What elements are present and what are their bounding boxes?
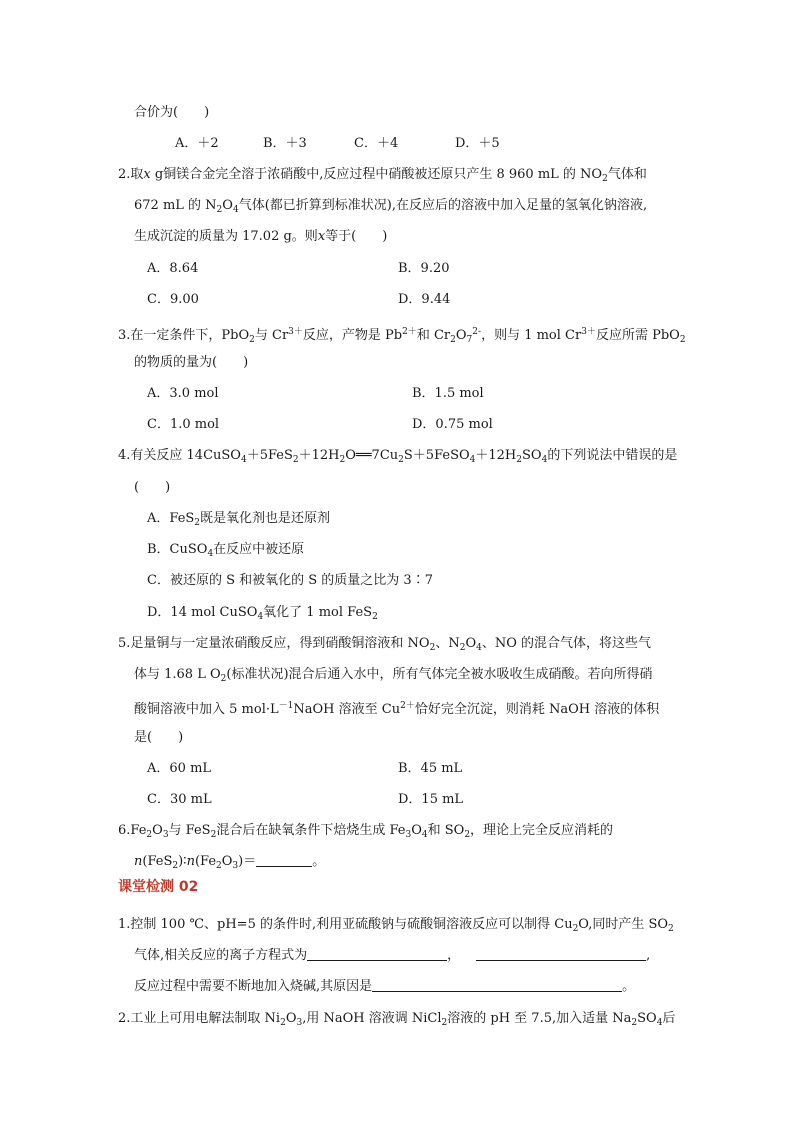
q4-option-a[interactable]: A．FeS$_2$既是氧化剂也是还原剂: [147, 511, 331, 528]
q4-option-b[interactable]: B．CuSO$_4$在反应中被还原: [147, 542, 305, 559]
q6-answer-blank[interactable]: [256, 854, 312, 867]
q2-option-c[interactable]: C．9.00: [147, 292, 199, 307]
q6-stem-line-1: $6.Fe_2O_3$与 FeS$_2$混合后在缺氧条件下焙烧生成 $Fe_3O_4$和 $SO_2$，理论上完全反应消耗的: [118, 823, 614, 840]
q3-option-d[interactable]: D．0.75 mol: [412, 417, 493, 432]
q3-option-c[interactable]: C．1.0 mol: [147, 417, 220, 432]
q4-stem-line-1: 4.有关反应 $14CuSO_4+5FeS_2+12H_2O══7Cu_2S+5FeSO_4+12H_2SO_4$的下列说法中错误的是: [118, 448, 678, 465]
q5-stem-line-4: 是( ): [134, 730, 184, 745]
section-title: 课堂检测 02: [118, 879, 199, 895]
q4-option-c[interactable]: C．被还原的 S 和被氧化的 S 的质量之比为 3∶7: [147, 573, 433, 588]
c1-stem-line-2: 气体,相关反应的离子方程式为 ， ,: [134, 948, 651, 963]
q4-stem-line-2: ( ): [134, 480, 171, 495]
q2-option-a[interactable]: A．8.64: [147, 261, 199, 276]
q1-option-d[interactable]: D．＋5: [455, 136, 500, 151]
q3-option-b[interactable]: B．1.5 mol: [412, 386, 484, 401]
q2-stem-line-2: 672 mL 的 $N_2O_4$气体(都已折算到标准状况),在反应后的溶液中加入足量的氢氧化钠溶液,: [134, 198, 648, 215]
q3-stem-line-1: 3.在一定条件下，PbO$_2$与 $Cr^{3+}$反应，产物是 $Pb^{2+}$和 $Cr_2O_7^{2-}$，则与 1 mol $Cr^{3+}$反应所需 PbO$_2$: [118, 327, 686, 345]
c2-stem-line-1: 2.工业上可用电解法制取 $Ni_2O_3$,用 NaOH 溶液调 NiCl$_2$溶液的 pH 至 7.5,加入适量 $Na_2SO_4$后: [118, 1011, 676, 1028]
c1-stem-line-1: 1.控制 100 ℃、pH=5 的条件时,利用亚硫酸钠与硫酸铜溶液反应可以制得 $Cu_2O$,同时产生 $SO_2$: [118, 917, 674, 934]
q5-stem-line-2: 体与 1.68 L $O_2$(标准状况)混合后通入水中，所有气体完全被水吸收生成硝酸。若向所得硝: [134, 667, 653, 684]
q5-option-c[interactable]: C．30 mL: [147, 792, 212, 807]
q5-stem-line-3: 酸铜溶液中加入 5 $mol\cdot L^{-1}NaOH$ 溶液至 $Cu^{2+}$恰好完全沉淀，则消耗 NaOH 溶液的体积: [134, 701, 660, 717]
q5-option-b[interactable]: B．45 mL: [398, 761, 463, 776]
q1-option-a[interactable]: A．＋2: [175, 136, 219, 151]
q2-option-d[interactable]: D．9.44: [398, 292, 451, 307]
c1-answer-blank-3[interactable]: [372, 979, 622, 992]
q3-stem-line-2: 的物质的量为( ): [134, 355, 249, 370]
c1-answer-blank-2[interactable]: [476, 948, 646, 961]
c1-answer-blank-1[interactable]: [307, 948, 447, 961]
q2-stem-line-1: 2.取x g铜镁合金完全溶于浓硝酸中,反应过程中硝酸被还原只产生 8 960 mL 的 $NO_2$气体和: [118, 167, 647, 184]
q5-option-d[interactable]: D．15 mL: [398, 792, 464, 807]
q2-stem-line-3: 生成沉淀的质量为 17.02 g。则x等于( ): [134, 229, 388, 244]
q1-option-c[interactable]: C．＋4: [354, 136, 399, 151]
q1-option-b[interactable]: B．＋3: [263, 136, 307, 151]
c1-stem-line-3: 反应过程中需要不断地加入烧碱,其原因是 。: [134, 979, 636, 994]
q5-stem-line-1: 5.足量铜与一定量浓硝酸反应，得到硝酸铜溶液和 $NO_2$、$N_2O_4$、NO 的混合气体，将这些气: [118, 636, 652, 653]
q3-option-a[interactable]: A．3.0 mol: [147, 386, 219, 401]
q1-stem-tail: 合价为( ): [134, 105, 210, 120]
q4-option-d[interactable]: D．14 mol CuSO$_4$氧化了 1 mol FeS$_2$: [147, 605, 378, 622]
q2-option-b[interactable]: B．9.20: [398, 261, 450, 276]
q6-stem-line-2: $n(FeS_2)∶n(Fe_2O_3)=$ 。: [134, 854, 326, 871]
q5-option-a[interactable]: A．60 mL: [147, 761, 212, 776]
